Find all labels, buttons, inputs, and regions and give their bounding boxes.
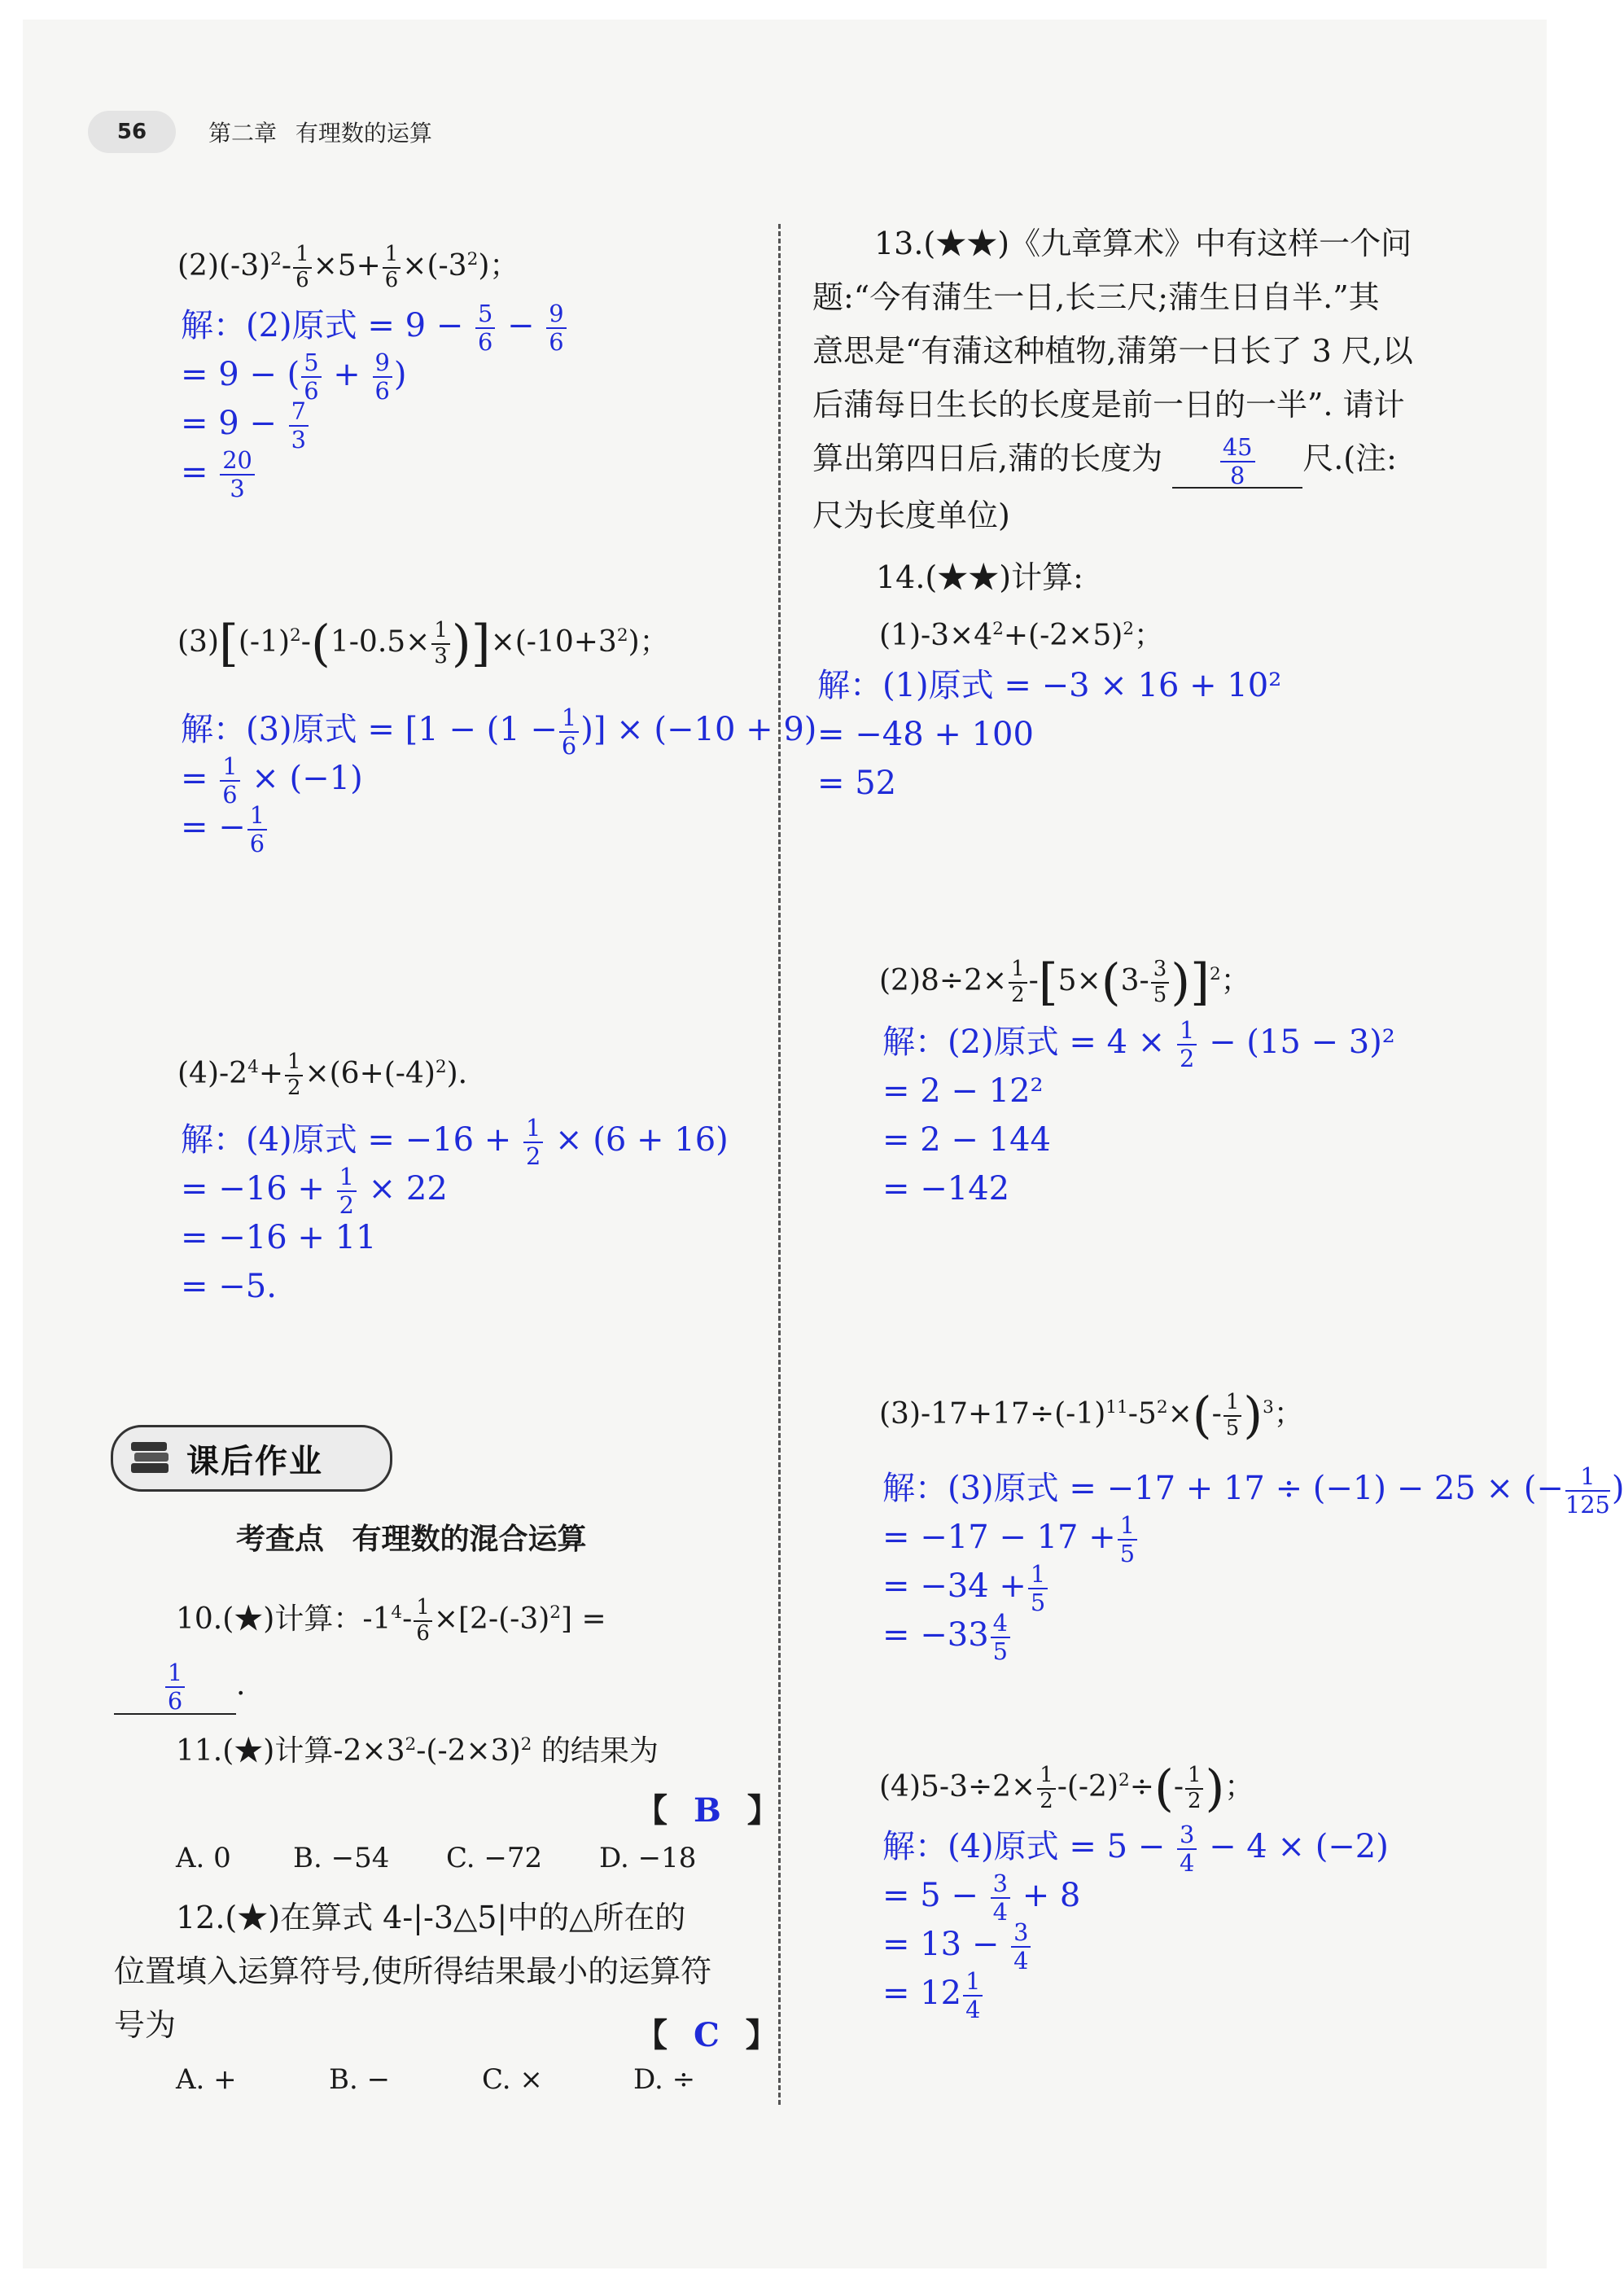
q13-line: 题:“今有蒲生一日,长三尺;蒲生日自半.”其 <box>812 279 1380 315</box>
q14-3-end: ； <box>1273 1397 1303 1431</box>
answer-blank <box>114 1661 236 1715</box>
q12-answer-bracket <box>635 2010 778 2056</box>
answer-text: 解：(2)原式 = 4 × <box>882 1023 1166 1061</box>
answer-line: = $\frac{20}{3}$ <box>181 448 568 497</box>
q12-line2: 位置填入运算符号,使所得结果最小的运算符 <box>114 1953 712 1989</box>
answer-text: 解：(3)原式 = −17 + 17 ÷ (−1) − 25 × (− <box>882 1470 1564 1507</box>
answer-text: = 12 <box>882 1975 962 2012</box>
q13-line: 尺为长度单位) <box>812 497 1010 534</box>
q2-minus: - <box>281 249 292 283</box>
section-label: 课后作业 <box>186 1442 323 1480</box>
q14-4-pre: (4)5-3÷2× <box>879 1770 1036 1804</box>
answer-text: 解：(4)原式 = 5 − <box>882 1828 1166 1865</box>
answer-line: = −33 $\frac{4}{5}$ <box>882 1611 1624 1659</box>
answer-2 <box>181 300 568 502</box>
chapter-label: 第二章 <box>208 120 278 147</box>
answer-line: = 52 <box>817 765 897 802</box>
answer-numerator: 45 <box>1220 436 1255 462</box>
answer-line: = 13 − $\frac{3}{4}$ <box>882 1920 1389 1969</box>
answer-4 <box>181 1116 729 1311</box>
answer-text: = <box>181 454 208 491</box>
q13-text: 尺.(注: <box>1302 441 1397 476</box>
page-number: 56 <box>88 111 176 153</box>
answer-14-2 <box>882 1018 1395 1213</box>
q3-d: ×(-10+3 <box>490 625 617 659</box>
q10-answer-blank <box>114 1661 245 1715</box>
answer-denominator: 8 <box>1230 461 1245 489</box>
q14-3-pre: (3)-17+17÷(-1) <box>879 1397 1106 1431</box>
q12-option-b: B. − <box>329 2063 391 2096</box>
q14-2-pre: (2)8÷2× <box>879 964 1008 997</box>
q11-text3: 的结果为 <box>532 1734 659 1768</box>
q14-1-c: ； <box>1134 619 1164 652</box>
homework-section-tag <box>111 1425 392 1492</box>
question-10: 10.(★)计算：$-1^4-$ $\frac{1}{6}$ $\times[2-(-3)^2]$ = <box>176 1595 606 1646</box>
q14-2-end: ； <box>1220 964 1250 997</box>
answer-line: 解：(1)原式 = −3 × 16 + 10² <box>817 667 1282 704</box>
q14-1-a: (1)-3×4 <box>879 619 993 652</box>
answer-line: 解：(2)原式 = 9 − $\frac{5}{6}$ − $\frac{9}{6}$ <box>181 301 568 350</box>
question-4: $(4)-2^4+$ $\frac{1}{2}$ $\times(6+(-4)^2)$． <box>177 1050 488 1100</box>
answer-line: 解：(2)原式 = 4 × $\frac{1}{2}$ − (15 − 3)² <box>882 1016 1395 1072</box>
q11-text: 11.(★)计算-2×3 <box>176 1734 405 1768</box>
answer-text: + 8 <box>1022 1877 1081 1914</box>
q3-c: 1-0.5× <box>330 625 431 659</box>
q2-mid: ×5+ <box>313 249 381 283</box>
answer-14-4 <box>882 1821 1389 2023</box>
q12-option-d: D. ÷ <box>633 2063 696 2096</box>
answer-text: = −16 + <box>181 1170 325 1208</box>
answer-line: = −5. <box>181 1268 277 1305</box>
q10-tail: ] = <box>561 1602 606 1636</box>
q4-end: ×(6+(-4) <box>304 1057 436 1090</box>
answer-text: = 9 − ( <box>181 356 300 393</box>
answer-line: 解：(3)原式 = [1 − (1 − $\frac{1}{6}$ )] × (−10 + 9) <box>181 703 817 760</box>
q3-a: (-1) <box>238 625 291 659</box>
bracket-right: 】 <box>746 1791 780 1830</box>
answer-line: = 9 − $\frac{7}{3}$ <box>181 399 568 448</box>
q11-option-d: D. −18 <box>599 1842 697 1874</box>
q11-option-b: B. −54 <box>293 1842 390 1874</box>
question-2: $(2)(-3)^2-$ $\frac{1}{6}$ ×5+ $\frac{1}{6}$ $\times(-3^2)$； <box>177 242 519 292</box>
q11-answer-bracket <box>635 1785 780 1831</box>
answer-line: = −16 + 11 <box>181 1219 377 1256</box>
answer-denominator: 6 <box>167 1686 183 1715</box>
q2-prefix: (2)(-3) <box>177 249 271 283</box>
answer-text: = 13 − <box>882 1926 1000 1963</box>
answer-text: − (15 − 3)² <box>1209 1023 1395 1061</box>
answer-text: − 4 × (−2) <box>1209 1828 1389 1865</box>
question-14-title: 14.(★★)计算: <box>876 559 1083 595</box>
answer-line: = −34 + $\frac{1}{5}$ <box>882 1562 1624 1611</box>
answer-line: 解：(4)原式 = 5 − $\frac{3}{4}$ − 4 × (−2) <box>882 1821 1389 1877</box>
answer-text: 解：(2)原式 = 9 − <box>181 307 464 344</box>
answer-line: = −17 − 17 + $\frac{1}{5}$ <box>882 1513 1624 1562</box>
chapter-title: 有理数的运算 <box>295 120 432 147</box>
question-14-3: $(3)-17+17\div(-1)^{11}-5^2\times(-$ $\frac{1}{5}$ )$^3$； <box>879 1387 1303 1445</box>
q13-line <box>812 432 1464 489</box>
q14-4-mid: -(-2) <box>1057 1770 1119 1804</box>
question-13 <box>812 217 1464 542</box>
fraction-1-6: $\frac{1}{6}$ <box>383 244 401 291</box>
question-11: 11.(★)计算$-2\times 3^2-(-2\times 3)^2$ 的结果为 <box>176 1734 659 1768</box>
answer-text: = −34 + <box>882 1567 1026 1605</box>
book-stack-icon <box>121 1433 180 1484</box>
question-14-4: (4)5-3÷2× $\frac{1}{2}$ $-(-2)^2\div(-$ $\frac{1}{2}$ )； <box>879 1760 1254 1818</box>
answer-text: 解：(4)原式 = −16 + <box>181 1121 512 1159</box>
q4-mid: + <box>258 1057 283 1090</box>
q13-line: 意思是“有蒲这种植物,蒲第一日长了 3 尺,以 <box>812 333 1413 369</box>
answer-text: = −33 <box>882 1616 989 1654</box>
q12-answer: C <box>693 2016 720 2054</box>
q10-mid: - <box>402 1602 413 1636</box>
answer-text: × 22 <box>368 1170 448 1208</box>
q2-end: )； <box>478 249 519 283</box>
answer-line: = −142 <box>882 1170 1010 1208</box>
q12-line1: 12.(★)在算式 4-|-3△5|中的△所在的 <box>176 1900 686 1935</box>
bracket-right: 】 <box>745 2016 778 2054</box>
answer-line: = 5 − $\frac{3}{4}$ + 8 <box>882 1869 1081 1926</box>
chapter-heading <box>208 116 432 148</box>
q14-1-b: +(-2×5) <box>1003 619 1123 652</box>
answer-line: = −16 + $\frac{1}{2}$ × 22 <box>181 1163 448 1219</box>
q14-4-mid2: ÷ <box>1129 1770 1154 1804</box>
q4-pre: (4)-2 <box>177 1057 248 1090</box>
page-header <box>88 107 432 156</box>
answer-text: = − <box>181 809 246 846</box>
q10-end: ×[2-(-3) <box>433 1602 550 1636</box>
answer-line: = 2 − 12² <box>882 1072 1044 1110</box>
q11-option-a: A. 0 <box>176 1842 231 1874</box>
answer-blank <box>1172 432 1302 489</box>
fraction-1-6: $\frac{1}{6}$ <box>293 244 311 291</box>
answer-text: × (−1) <box>252 760 363 797</box>
answer-text: = −17 − 17 + <box>882 1519 1116 1556</box>
q12-option-a: A. + <box>176 2063 237 2096</box>
answer-line: = 2 − 144 <box>882 1121 1051 1159</box>
answer-numerator: 1 <box>165 1661 185 1688</box>
q10-dot: . <box>236 1668 246 1702</box>
question-3: $(3)[(-1)^2-(1-0.5\times$ $\frac{1}{3}$ )]$\times(-10+3^2)$； <box>177 615 669 673</box>
q11-text2: -(-2×3) <box>416 1734 521 1768</box>
answer-text: = 5 − <box>882 1877 978 1914</box>
q14-2-in2: 3- <box>1120 964 1149 997</box>
q11-answer: B <box>693 1791 721 1830</box>
q14-2-mid: - <box>1028 964 1039 997</box>
answer-text: 解：(3)原式 = [1 − (1 − <box>181 711 558 748</box>
answer-text: = 9 − <box>181 405 277 442</box>
answer-text: ) <box>1611 1470 1624 1507</box>
q12-option-c: C. × <box>482 2063 543 2096</box>
q10-pre: 10.(★)计算：-1 <box>176 1602 392 1636</box>
answer-line: = $\frac{1}{6}$ × (−1) <box>181 752 363 809</box>
q14-3-mid: -5 <box>1127 1397 1157 1431</box>
q12-line3: 号为 <box>114 2007 177 2043</box>
answer-text: × (6 + 16) <box>555 1121 729 1159</box>
q3-e: )； <box>628 625 669 659</box>
knowledge-point: 考查点 有理数的混合运算 <box>236 1523 587 1556</box>
q14-3-mid2: × <box>1167 1397 1193 1431</box>
answer-3 <box>181 703 817 857</box>
q13-text: 算出第四日后,蒲的长度为 <box>812 441 1163 476</box>
question-14-2: (2)8÷2× $\frac{1}{2}$ -[5×(3- $\frac{3}{5}$ )]$^2$； <box>879 953 1250 1012</box>
q14-4-end: ； <box>1224 1770 1254 1804</box>
answer-text: )] × (−10 + 9) <box>580 711 817 748</box>
answer-line: = −48 + 100 <box>817 716 1034 753</box>
q3-label: (3) <box>177 625 219 659</box>
answer-line: = − $\frac{1}{6}$ <box>181 803 816 852</box>
q3-b: - <box>300 625 311 659</box>
answer-14-1 <box>817 661 1281 808</box>
answer-line: 解：(4)原式 = −16 + $\frac{1}{2}$ × (6 + 16) <box>181 1114 729 1170</box>
bracket-left: 【 <box>635 1791 668 1830</box>
bracket-left: 【 <box>635 2016 668 2054</box>
q13-line: 后蒲每日生长的长度是前一日的一半”. 请计 <box>812 387 1405 423</box>
q13-line: 13.(★★)《九章算术》中有这样一个问 <box>874 226 1412 261</box>
answer-14-3 <box>882 1462 1624 1665</box>
q11-option-c: C. −72 <box>446 1842 543 1874</box>
answer-line: = 12 $\frac{1}{4}$ <box>882 1969 1389 2018</box>
q4-close: )． <box>446 1057 488 1090</box>
q14-2-in: 5× <box>1057 964 1101 997</box>
answer-line: 解：(3)原式 = −17 + 17 ÷ (−1) − 25 × (− $\frac{1}{125}$ ) <box>882 1462 1624 1519</box>
question-14-1: $(1)-3\times 4^2+(-2\times 5)^2$； <box>879 619 1164 652</box>
q2-suffix: ×(-3 <box>402 249 467 283</box>
answer-line: = 9 − ( $\frac{5}{6}$ + $\frac{9}{6}$ ) <box>181 348 407 405</box>
